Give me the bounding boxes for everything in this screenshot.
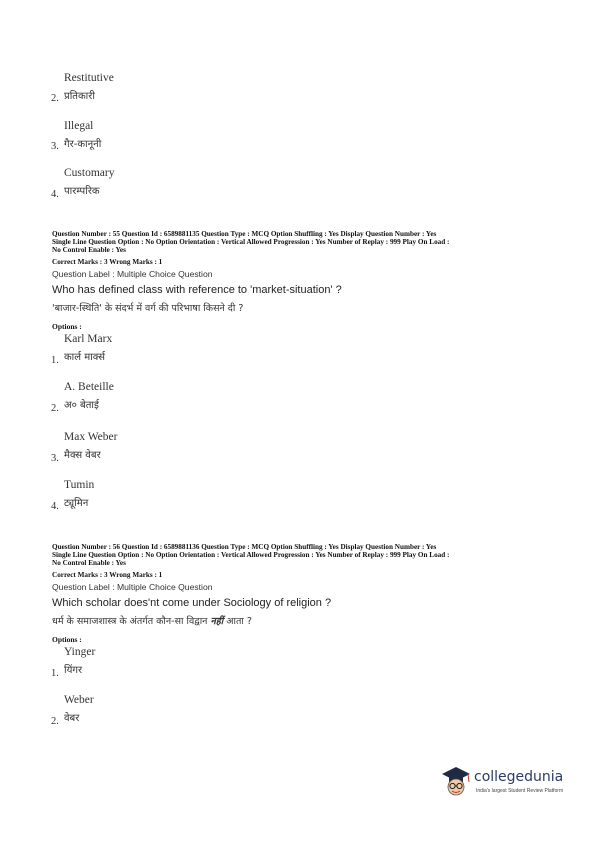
question-meta-line: Question Number : 55 Question Id : 6589881135 Question Type : MCQ Option Shuffling : Yes Display Question Number : Yes — [52, 230, 437, 238]
question-text-hi-part: आता ? — [226, 616, 252, 627]
option-text-en: Restitutive — [64, 72, 114, 84]
option-text-hi: पारम्परिक — [64, 186, 100, 197]
option-text-hi: कार्ल मार्क्स — [64, 352, 105, 363]
option-text-en: A. Beteille — [64, 381, 114, 393]
option-number: 2. — [51, 716, 59, 727]
collegedunia-logo — [440, 764, 580, 804]
option-text-en: Max Weber — [64, 431, 118, 443]
option-text-en: Yinger — [64, 646, 96, 658]
option-text-en: Illegal — [64, 120, 94, 132]
question-meta-line: No Control Enable : Yes — [52, 559, 126, 567]
option-text-hi: यिंगर — [64, 665, 83, 676]
option-text-en: Weber — [64, 694, 94, 706]
question-meta-line: No Control Enable : Yes — [52, 246, 126, 254]
question-meta-line: Question Number : 56 Question Id : 6589881136 Question Type : MCQ Option Shuffling : Yes Display Question Number : Yes — [52, 543, 437, 551]
question-text-hi: 'बाजार-स्थिति' के संदर्भ में वर्ग की परिभाषा किसने दी ? — [52, 303, 244, 314]
option-number: 3. — [51, 453, 59, 464]
option-text-en: Tumin — [64, 479, 95, 491]
graduate-mascot-icon — [440, 764, 472, 798]
option-number: 3. — [51, 141, 59, 152]
option-text-en: Karl Marx — [64, 333, 113, 345]
question-text-en: Who has defined class with reference to 'market-situation' ? — [52, 284, 342, 296]
marks-info: Correct Marks : 3 Wrong Marks : 1 — [52, 258, 163, 266]
question-label: Question Label : Multiple Choice Question — [52, 582, 213, 592]
question-text-en: Which scholar does'nt come under Sociology of religion ? — [52, 597, 332, 609]
option-number: 4. — [51, 189, 59, 200]
option-number: 2. — [51, 403, 59, 414]
option-number: 2. — [51, 93, 59, 104]
options-heading: Options : — [52, 322, 82, 331]
options-heading: Options : — [52, 635, 82, 644]
question-meta-line: Single Line Question Option : No Option Orientation : Vertical Allowed Progression : Yes Number of Replay : 999 Play On Load : — [52, 238, 450, 246]
option-number: 1. — [51, 355, 59, 366]
question-text-hi-emphasis: नहीं — [210, 616, 224, 627]
question-text-hi — [52, 614, 252, 627]
question-label: Question Label : Multiple Choice Question — [52, 269, 213, 279]
option-text-hi: वेबर — [64, 713, 80, 724]
marks-info: Correct Marks : 3 Wrong Marks : 1 — [52, 571, 163, 579]
option-text-hi: गैर-कानूनी — [64, 139, 102, 150]
option-text-hi: ट्यूमिन — [64, 498, 89, 509]
question-meta-line: Single Line Question Option : No Option Orientation : Vertical Allowed Progression : Yes Number of Replay : 999 Play On Load : — [52, 551, 450, 559]
option-text-hi: अ० बेताई — [64, 400, 99, 411]
option-number: 4. — [51, 501, 59, 512]
option-number: 1. — [51, 668, 59, 679]
question-text-hi-part: धर्म के समाजशास्त्र के अंतर्गत कौन-सा विद्वान — [52, 616, 208, 627]
logo-wordmark: collegedunia — [474, 769, 564, 785]
option-text-hi: मैक्स वेबर — [64, 450, 101, 461]
logo-tagline: India's largest Student Review Platform — [476, 788, 564, 794]
option-text-en: Customary — [64, 167, 115, 179]
option-text-hi: प्रतिकारी — [64, 91, 95, 102]
